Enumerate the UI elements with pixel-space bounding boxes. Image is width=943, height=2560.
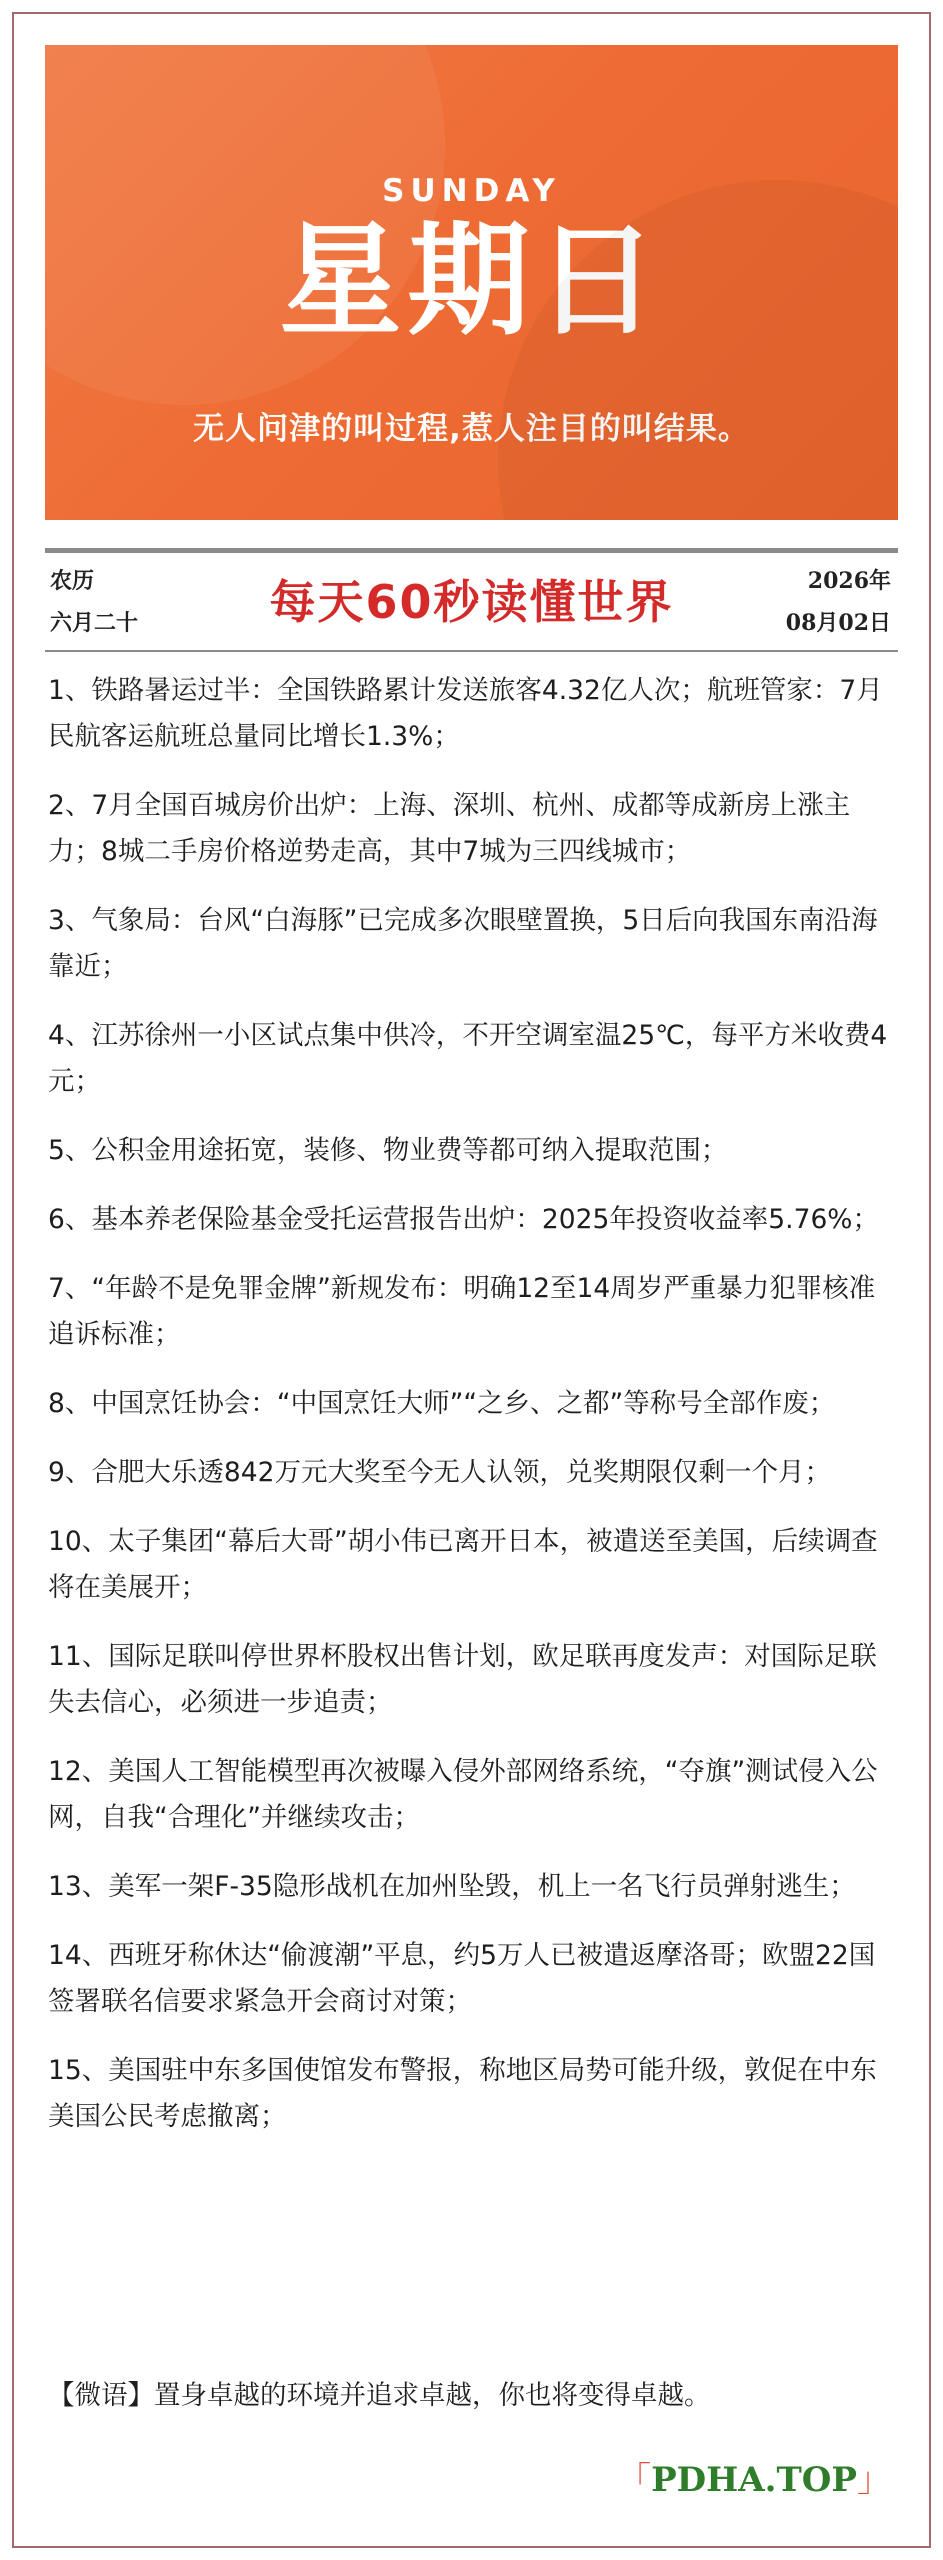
news-item: 6、基本养老保险基金受托运营报告出炉：2025年投资收益率5.76%；	[48, 1204, 879, 1235]
banner-day-english: SUNDAY	[382, 173, 561, 209]
month-day-label: 08月02日	[785, 610, 891, 636]
news-item: 1、铁路暑运过半：全国铁路累计发送旅客4.32亿人次；航班管家：7月民航客运航班总量同比增长1.3%；	[48, 675, 883, 752]
banner-quote: 无人问津的叫过程,惹人注目的叫结果。	[193, 411, 750, 447]
bracket-close: 」	[857, 2460, 891, 2500]
masthead-title: 每天60秒读懂世界	[269, 575, 674, 629]
news-item: 3、气象局：台风“白海豚”已完成多次眼壁置换，5日后向我国东南沿海靠近；	[48, 905, 878, 982]
site-tag[interactable]	[617, 2452, 891, 2501]
lunar-date: 六月二十	[50, 610, 139, 636]
news-item: 9、合肥大乐透842万元大奖至今无人认领，兑奖期限仅剩一个月；	[48, 1457, 831, 1488]
news-item: 10、太子集团“幕后大哥”胡小伟已离开日本，被遣送至美国，后续调查将在美展开；	[48, 1526, 878, 1603]
header-rule-top	[45, 548, 898, 553]
news-item: 4、江苏徐州一小区试点集中供冷，不开空调室温25℃，每平方米收费4元；	[48, 1020, 888, 1097]
news-item: 15、美国驻中东多国使馆发布警报，称地区局势可能升级，敦促在中东美国公民考虑撤离；	[48, 2055, 877, 2132]
news-item: 2、7月全国百城房价出炉：上海、深圳、杭州、成都等成新房上涨主力；8城二手房价格逆势走高，其中7城为三四线城市；	[48, 790, 851, 867]
bracket-open: 「	[617, 2460, 652, 2500]
news-item: 12、美国人工智能模型再次被曝入侵外部网络系统，“夺旗”测试侵入公网，自我“合理化”并继续攻击；	[48, 1756, 878, 1833]
day-banner	[45, 45, 898, 520]
news-item: 5、公积金用途拓宽，装修、物业费等都可纳入提取范围；	[48, 1135, 728, 1166]
news-list	[48, 668, 898, 2163]
header-rule-bottom	[45, 650, 898, 652]
lunar-label: 农历	[50, 568, 95, 594]
news-item: 7、“年龄不是免罪金牌”新规发布：明确12至14周岁严重暴力犯罪核准追诉标准；	[48, 1273, 876, 1350]
year-label: 2026年	[807, 568, 891, 594]
banner-day-chinese: 星期日	[279, 210, 664, 352]
news-item: 14、西班牙称休达“偷渡潮”平息，约5万人已被遣返摩洛哥；欧盟22国签署联名信要求紧急开会商讨对策；	[48, 1940, 876, 2017]
site-name: PDHA.TOP	[651, 2460, 857, 2500]
whisper-quote: 【微语】置身卓越的环境并追求卓越，你也将变得卓越。	[48, 2380, 711, 2411]
news-item: 13、美军一架F-35隐形战机在加州坠毁，机上一名飞行员弹射逃生；	[48, 1871, 856, 1902]
news-item: 8、中国烹饪协会：“中国烹饪大师”“之乡、之都”等称号全部作废；	[48, 1388, 836, 1419]
news-item: 11、国际足联叫停世界杯股权出售计划，欧足联再度发声：对国际足联失去信心，必须进一步追责；	[48, 1641, 877, 1718]
